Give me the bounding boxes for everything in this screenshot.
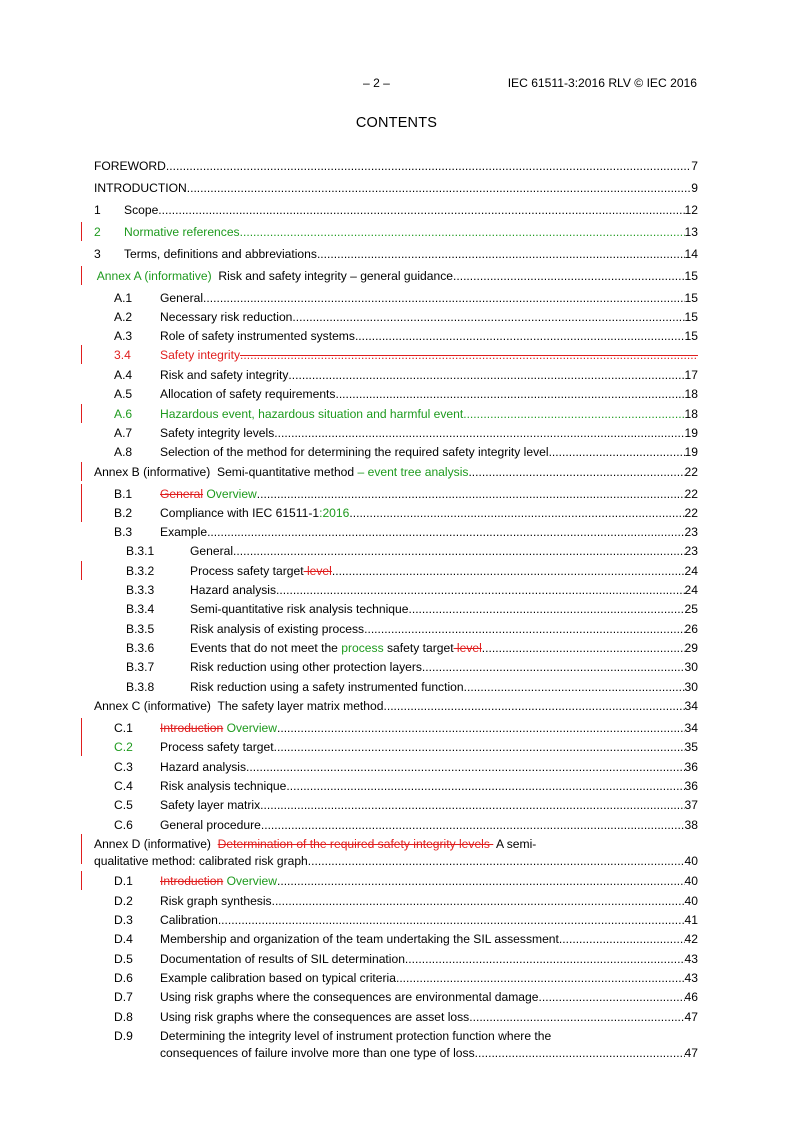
toc-title: Hazardous event, hazardous situation and harmful event	[160, 407, 464, 421]
toc-title: Overview	[203, 487, 257, 501]
toc-number: A.3	[114, 329, 133, 343]
change-bar	[81, 266, 82, 285]
toc-number: A.8	[114, 445, 133, 459]
dot-leader	[277, 720, 685, 737]
toc-title: process	[341, 641, 384, 655]
toc-entry[interactable]	[94, 309, 698, 326]
toc-number: B.3	[114, 525, 133, 539]
toc-page-number: 47	[684, 1046, 698, 1060]
dot-leader	[240, 347, 698, 364]
toc-entry[interactable]	[94, 739, 698, 756]
dot-leader	[274, 739, 685, 756]
toc-title: Annex B (informative) Semi-quantitative method	[94, 465, 355, 479]
toc-title: Safety integrity levels	[160, 426, 275, 440]
toc-number: C.4	[114, 779, 133, 793]
dot-leader	[274, 425, 684, 442]
dot-leader	[158, 202, 684, 219]
toc-page-number: 29	[684, 641, 698, 655]
toc-entry[interactable]	[94, 836, 698, 870]
toc-number: A.1	[114, 291, 133, 305]
toc-page-number: 40	[684, 894, 698, 908]
toc-title: Role of safety instrumented systems	[160, 329, 355, 343]
toc-number: B.3.5	[126, 622, 155, 636]
dot-leader	[463, 406, 684, 423]
change-bar	[81, 404, 82, 423]
change-bar	[81, 222, 82, 241]
toc-entry[interactable]	[94, 817, 698, 834]
toc-page-number: 24	[684, 583, 698, 597]
toc-entry[interactable]	[94, 486, 698, 503]
toc-title: Using risk graphs where the consequences are asset loss	[160, 1010, 470, 1024]
toc-number: D.2	[114, 894, 133, 908]
toc-number: B.3.2	[126, 564, 155, 578]
dot-leader	[464, 679, 685, 696]
toc-page-number: 34	[684, 721, 698, 735]
toc-title: A semi-	[493, 837, 537, 851]
toc-title: Risk reduction using a safety instrumented function	[190, 680, 464, 694]
change-bar	[81, 871, 82, 890]
toc-page-number: 15	[684, 329, 698, 343]
toc-title: Overview	[223, 874, 277, 888]
toc-title: General	[160, 487, 204, 501]
toc-page-number: 43	[684, 952, 698, 966]
toc-page-number: 12	[684, 203, 698, 217]
dot-leader	[261, 817, 685, 834]
toc-page-number: 41	[684, 913, 698, 927]
toc-number: B.3.6	[126, 641, 155, 655]
toc-page-number: 23	[684, 544, 698, 558]
toc-page-number: 17	[684, 368, 698, 382]
toc-number: B.2	[114, 506, 133, 520]
toc-title: Normative references	[124, 225, 240, 239]
dot-leader	[396, 970, 685, 987]
toc-title: General	[160, 291, 204, 305]
toc-title: Overview	[223, 721, 277, 735]
toc-title: level	[453, 641, 482, 655]
toc-number: D.4	[114, 932, 133, 946]
toc-number: D.8	[114, 1010, 133, 1024]
toc-title: Example calibration based on typical criteria	[160, 971, 396, 985]
toc-entry[interactable]	[94, 797, 698, 814]
dot-leader	[277, 873, 685, 890]
dot-leader	[288, 367, 684, 384]
toc-title: Selection of the method for determining the required safety integrity level	[160, 445, 549, 459]
toc-entry[interactable]	[94, 679, 698, 696]
dot-leader	[469, 1009, 684, 1026]
dot-leader	[317, 246, 685, 263]
dot-leader	[355, 328, 685, 345]
toc-entry[interactable]	[94, 698, 698, 715]
toc-title-continued: consequences of failure involve more than one type of loss	[160, 1046, 475, 1060]
toc-title: Membership and organization of the team undertaking the SIL assessment	[160, 932, 559, 946]
toc-number: A.5	[114, 387, 133, 401]
toc-entry[interactable]	[94, 367, 698, 384]
toc-entry[interactable]	[94, 425, 698, 442]
change-bar	[81, 718, 82, 737]
change-bar	[81, 462, 82, 481]
dot-leader	[453, 268, 685, 285]
page-number: – 2 –	[363, 76, 390, 90]
toc-page-number: 22	[684, 506, 698, 520]
toc-entry[interactable]	[94, 640, 698, 657]
toc-title: Hazard analysis	[190, 583, 277, 597]
dot-leader	[405, 951, 685, 968]
change-bar	[81, 737, 82, 756]
toc-page-number: 42	[684, 932, 698, 946]
toc-title: Events that do not meet the	[190, 641, 342, 655]
toc-page-number: 26	[684, 622, 698, 636]
toc-entry[interactable]	[94, 873, 698, 890]
dot-leader	[257, 486, 685, 503]
toc-entry[interactable]	[94, 505, 698, 522]
dot-leader	[349, 505, 684, 522]
toc-title: Scope	[124, 203, 159, 217]
toc-title: Determination of the required safety integrity levels	[217, 837, 494, 851]
toc-title: Process safety target	[160, 740, 274, 754]
toc-entry[interactable]	[94, 386, 698, 403]
toc-page-number: 7	[691, 159, 698, 173]
toc-title: level	[303, 564, 332, 578]
toc-page-number: 18	[684, 387, 698, 401]
toc-entry[interactable]	[94, 931, 698, 948]
toc-page-number: 40	[684, 854, 698, 868]
toc-title: Terms, definitions and abbreviations	[124, 247, 317, 261]
toc-title: Using risk graphs where the consequences are environmental damage	[160, 990, 539, 1004]
toc-page-number: 24	[684, 564, 698, 578]
toc-title: Safety integrity	[160, 348, 240, 362]
toc-entry[interactable]	[94, 563, 698, 580]
toc-title: :2016	[319, 506, 350, 520]
toc-entry[interactable]	[94, 759, 698, 776]
dot-leader	[422, 659, 685, 676]
dot-leader	[218, 912, 685, 929]
toc-page-number: 38	[684, 818, 698, 832]
toc-page-number: 40	[684, 874, 698, 888]
toc-title: Safety layer matrix	[160, 798, 261, 812]
toc-title: Risk analysis of existing process	[190, 622, 365, 636]
dot-leader	[276, 582, 685, 599]
toc-title: Introduction	[160, 874, 224, 888]
change-bar	[81, 561, 82, 580]
toc-number: A.7	[114, 426, 133, 440]
toc-title: General	[190, 544, 234, 558]
toc-title: Process safety target	[190, 564, 304, 578]
dot-leader	[383, 698, 684, 715]
toc-entry[interactable]	[94, 893, 698, 910]
toc-number: A.4	[114, 368, 133, 382]
toc-title: Example	[160, 525, 208, 539]
toc-page-number: 36	[684, 760, 698, 774]
toc-title: FOREWORD	[94, 159, 166, 173]
toc-title: Annex A (informative)	[94, 269, 212, 283]
toc-page-number: 14	[684, 247, 698, 261]
dot-leader	[246, 759, 685, 776]
toc-number: B.1	[114, 487, 133, 501]
toc-page-number: 23	[684, 525, 698, 539]
toc-title: Semi-quantitative risk analysis technique	[190, 602, 409, 616]
dot-leader	[538, 989, 684, 1006]
toc-number: D.9	[114, 1029, 133, 1043]
toc-number: 1	[94, 203, 101, 217]
dot-leader	[308, 853, 685, 870]
dot-leader	[187, 180, 692, 197]
toc-entry[interactable]	[94, 951, 698, 968]
change-bar	[81, 484, 82, 503]
toc-page-number: 46	[684, 990, 698, 1004]
dot-leader	[559, 931, 685, 948]
dot-leader	[240, 224, 685, 241]
toc-title: Introduction	[160, 721, 224, 735]
toc-entry[interactable]	[94, 601, 698, 618]
toc-entry[interactable]	[94, 347, 698, 364]
toc-page-number: 25	[684, 602, 698, 616]
dot-leader	[203, 290, 685, 307]
dot-leader	[233, 543, 685, 560]
toc-title: Risk analysis technique	[160, 779, 287, 793]
toc-number: C.3	[114, 760, 133, 774]
toc-number: B.3.1	[126, 544, 155, 558]
toc-page-number: 9	[691, 181, 698, 195]
dot-leader	[292, 309, 684, 326]
toc-page-number: 15	[684, 269, 698, 283]
toc-number: B.3.8	[126, 680, 155, 694]
toc-entry[interactable]	[94, 180, 698, 197]
toc-page-number: 47	[684, 1010, 698, 1024]
toc-page-number: 18	[684, 407, 698, 421]
dot-leader	[475, 1045, 685, 1062]
toc-title: safety target	[383, 641, 454, 655]
toc-entry[interactable]	[94, 778, 698, 795]
dot-leader	[286, 778, 684, 795]
toc-title: Risk and safety integrity – general guidance	[211, 269, 453, 283]
toc-number: D.6	[114, 971, 133, 985]
toc-page-number: 22	[684, 487, 698, 501]
toc-number: 2	[94, 225, 101, 239]
dot-leader	[549, 444, 685, 461]
toc-page-number: 13	[684, 225, 698, 239]
toc-entry[interactable]	[94, 1009, 698, 1026]
toc-title: Annex C (informative) The safety layer matrix method	[94, 699, 384, 713]
toc-page-number: 43	[684, 971, 698, 985]
toc-page-number: 36	[684, 779, 698, 793]
dot-leader	[272, 893, 685, 910]
toc-title: Determining the integrity level of instrument protection function where the	[160, 1029, 552, 1043]
toc-number: B.3.3	[126, 583, 155, 597]
dot-leader	[335, 386, 684, 403]
toc-entry[interactable]	[94, 720, 698, 737]
toc-title: Necessary risk reduction	[160, 310, 293, 324]
change-bar	[81, 345, 82, 364]
dot-leader	[166, 158, 691, 175]
change-bar	[81, 834, 82, 864]
toc-entry[interactable]	[94, 406, 698, 423]
toc-entry[interactable]	[94, 912, 698, 929]
toc-number: A.6	[114, 407, 133, 421]
toc-number: D.1	[114, 874, 133, 888]
toc-entry[interactable]	[94, 328, 698, 345]
toc-number: D.7	[114, 990, 133, 1004]
dot-leader	[207, 524, 684, 541]
toc-entry[interactable]	[94, 444, 698, 461]
toc-entry[interactable]	[94, 524, 698, 541]
dot-leader	[260, 797, 684, 814]
toc-number: C.5	[114, 798, 133, 812]
toc-entry[interactable]	[94, 290, 698, 307]
toc-number: C.2	[114, 740, 133, 754]
toc-entry[interactable]	[94, 202, 698, 219]
toc-title: Allocation of safety requirements	[160, 387, 336, 401]
page-title: CONTENTS	[355, 115, 438, 131]
toc-page-number: 34	[684, 699, 698, 713]
toc-page-number: 30	[684, 660, 698, 674]
toc-entry[interactable]	[94, 582, 698, 599]
toc-title: Risk graph synthesis	[160, 894, 272, 908]
toc-entry[interactable]	[94, 246, 698, 263]
toc-number: D.5	[114, 952, 133, 966]
toc-entry[interactable]	[94, 659, 698, 676]
toc-entry[interactable]	[94, 268, 698, 285]
toc-number: C.6	[114, 818, 133, 832]
toc-title: Annex D (informative)	[94, 837, 218, 851]
toc-entry[interactable]	[94, 158, 698, 175]
toc-title: Compliance with IEC 61511-1	[160, 506, 320, 520]
toc-number: A.2	[114, 310, 133, 324]
toc-entry[interactable]	[94, 464, 698, 481]
toc-number: D.3	[114, 913, 133, 927]
toc-number: C.1	[114, 721, 133, 735]
toc-title: Documentation of results of SIL determination	[160, 952, 405, 966]
dot-leader	[468, 464, 684, 481]
toc-title: Risk and safety integrity	[160, 368, 289, 382]
toc-title: INTRODUCTION	[94, 181, 187, 195]
dot-leader	[364, 621, 684, 638]
toc-entry[interactable]	[94, 1028, 698, 1062]
toc-page-number: 22	[684, 465, 698, 479]
toc-title: Hazard analysis	[160, 760, 247, 774]
toc-page-number: 19	[684, 445, 698, 459]
toc-entry[interactable]	[94, 224, 698, 241]
toc-number: B.3.7	[126, 660, 155, 674]
toc-page-number: 35	[684, 740, 698, 754]
toc-title: Risk reduction using other protection layers	[190, 660, 422, 674]
dot-leader	[482, 640, 685, 657]
dot-leader	[332, 563, 685, 580]
dot-leader	[408, 601, 684, 618]
toc-number: 3	[94, 247, 101, 261]
standard-reference: IEC 61511-3:2016 RLV © IEC 2016	[507, 76, 697, 90]
toc-entry[interactable]	[94, 970, 698, 987]
toc-entry[interactable]	[94, 621, 698, 638]
toc-page-number: 37	[684, 798, 698, 812]
toc-page-number: 15	[684, 310, 698, 324]
toc-entry[interactable]	[94, 543, 698, 560]
toc-title: – event tree analysis	[354, 465, 469, 479]
toc-page-number: 19	[684, 426, 698, 440]
toc-entry[interactable]	[94, 989, 698, 1006]
toc-title-continued: qualitative method: calibrated risk graph	[94, 854, 308, 868]
toc-title: General procedure	[160, 818, 261, 832]
toc-page-number: 15	[684, 291, 698, 305]
toc-number: B.3.4	[126, 602, 155, 616]
toc-page-number: 30	[684, 680, 698, 694]
toc-number: 3.4	[114, 348, 131, 362]
change-bar	[81, 503, 82, 522]
toc-title: Calibration	[160, 913, 218, 927]
